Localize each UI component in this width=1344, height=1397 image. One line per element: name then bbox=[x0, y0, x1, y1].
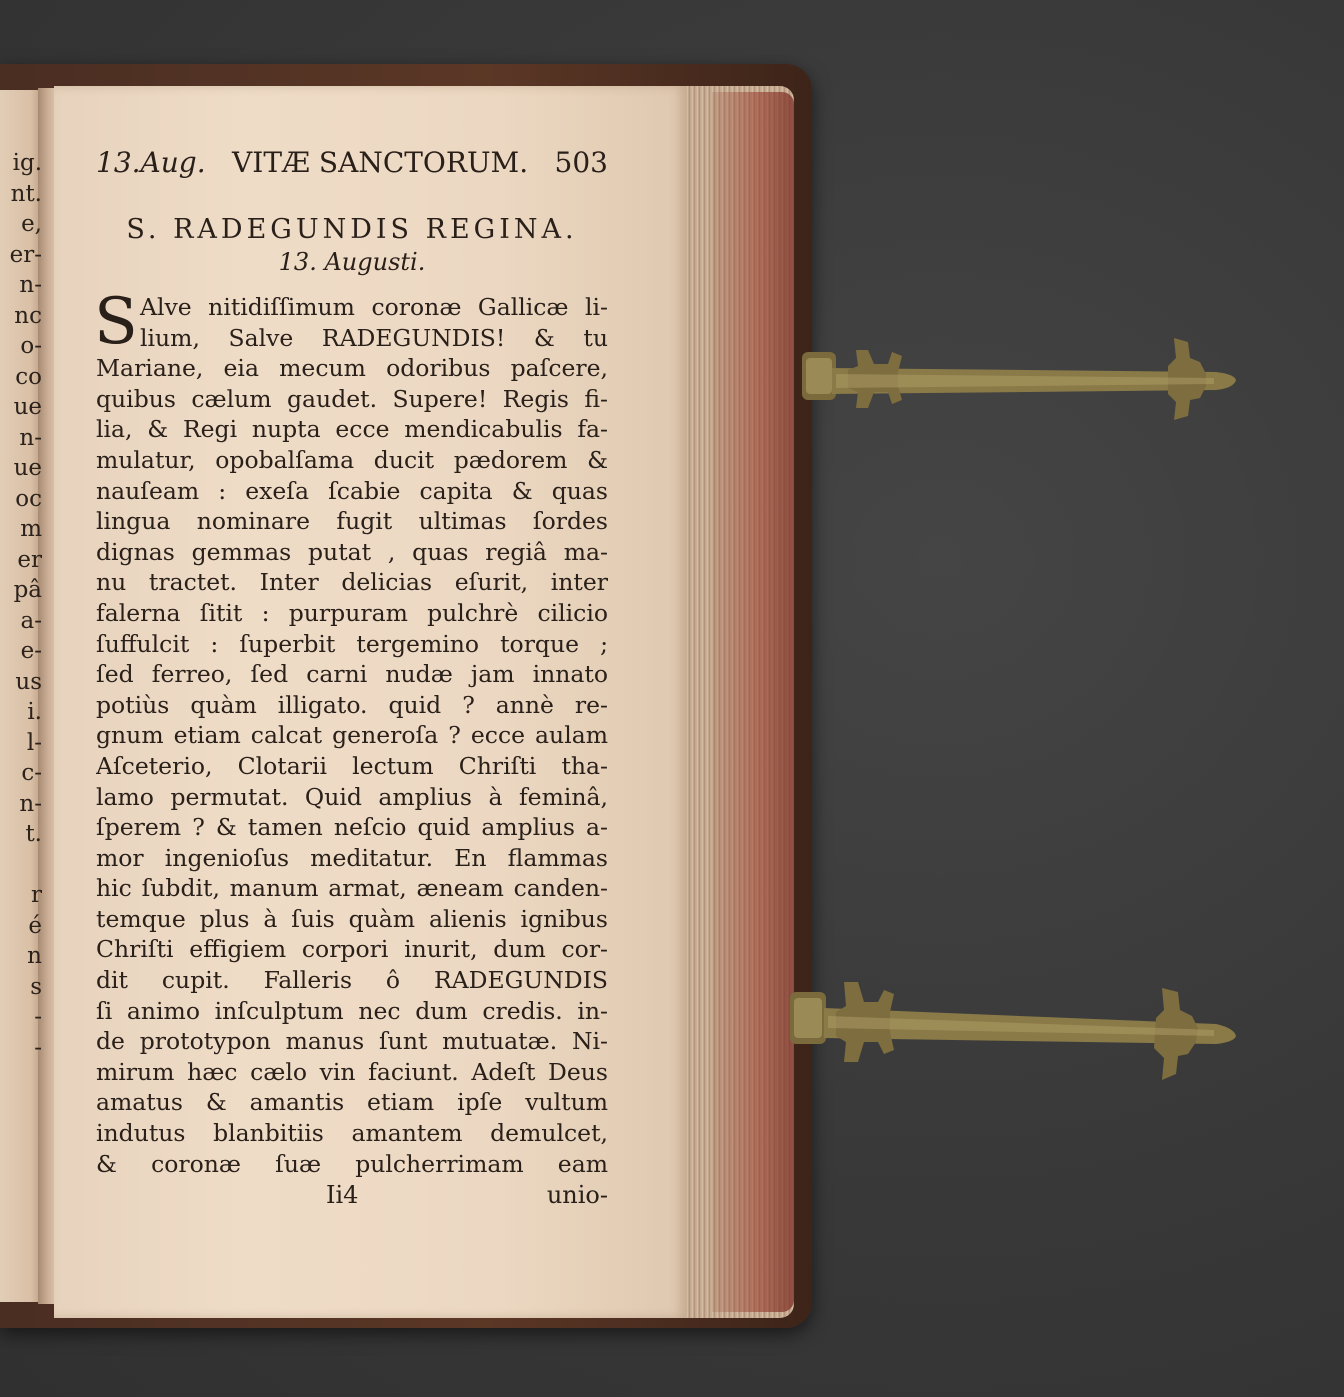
drop-capital: S bbox=[94, 285, 138, 359]
left-page-fragments bbox=[0, 148, 42, 1063]
left-fragment: s bbox=[30, 973, 42, 1000]
upper-clasp-icon bbox=[796, 328, 1242, 428]
red-edge-stain bbox=[712, 92, 794, 1312]
text-line: dit cupit. Falleris ô RADEGUNDIS bbox=[96, 966, 608, 995]
text-line: quibus cælum gaudet. Supere! Regis fi- bbox=[96, 384, 608, 413]
left-fragment: ue bbox=[13, 394, 42, 420]
left-fragment: n- bbox=[19, 424, 42, 451]
left-fragment: - bbox=[34, 1034, 42, 1061]
left-fragment: e, bbox=[21, 211, 42, 237]
text-line: ſuffulcit : ſuperbit tergemino torque ; bbox=[96, 629, 608, 658]
left-fragment: t. bbox=[25, 821, 42, 847]
text-line: mor ingenioſus meditatur. En flammas bbox=[96, 843, 608, 872]
lower-clasp-icon bbox=[786, 962, 1242, 1086]
chapter-date: 13. Augusti. bbox=[278, 248, 426, 276]
left-fragment: oc bbox=[15, 485, 42, 512]
left-fragment: m bbox=[20, 516, 42, 542]
running-header bbox=[96, 146, 608, 192]
text-line: ſi animo inſculptum nec dum credis. in- bbox=[96, 996, 608, 1025]
left-fragment: nt. bbox=[10, 180, 42, 207]
text-line: hic ſubdit, manum armat, æneam canden- bbox=[96, 874, 608, 903]
left-fragment: o- bbox=[20, 333, 42, 359]
text-line: & coronæ ſuæ pulcherrimam eam bbox=[96, 1149, 608, 1178]
left-fragment: ue bbox=[13, 455, 42, 481]
text-line: lia, & Regi nupta ecce mendicabulis fa- bbox=[96, 415, 608, 444]
text-line: gnum etiam calcat generoſa ? ecce aulam bbox=[96, 721, 608, 750]
text-line: dignas gemmas putat , quas regiâ ma- bbox=[96, 537, 608, 566]
left-fragment: ig. bbox=[12, 150, 42, 176]
left-fragment: - bbox=[34, 1004, 42, 1030]
running-title: VITÆ SANCTORUM. bbox=[232, 146, 529, 179]
text-line: ſperem ? & tamen neſcio quid amplius a- bbox=[96, 813, 608, 842]
left-fragment: i. bbox=[27, 699, 42, 725]
left-fragment: n- bbox=[19, 272, 42, 298]
page-footer bbox=[96, 1181, 608, 1209]
header-date: 13.Aug. bbox=[96, 146, 206, 179]
left-fragment: n bbox=[27, 943, 42, 969]
text-line: nu tractet. Inter delicias eſurit, inter bbox=[96, 568, 608, 597]
left-fragment: é bbox=[28, 912, 42, 939]
left-fragment bbox=[0, 850, 42, 881]
catchword: unio- bbox=[546, 1181, 608, 1210]
text-line: falerna ſitit : purpuram pulchrè cilicio bbox=[96, 598, 608, 627]
left-fragment: er- bbox=[9, 241, 42, 268]
text-line: nauſeam : exeſa ſcabie capita & quas bbox=[96, 476, 608, 505]
text-line: temque plus à ſuis quàm alienis ignibus bbox=[96, 904, 608, 933]
left-fragment: n- bbox=[19, 790, 42, 817]
text-line: mirum hæc cælo vin faciunt. Adeſt Deus bbox=[96, 1057, 608, 1086]
left-fragment: r bbox=[31, 882, 42, 908]
left-fragment: er bbox=[17, 546, 42, 573]
left-fragment: e- bbox=[20, 638, 42, 664]
page-number: 503 bbox=[554, 146, 608, 179]
signature-mark: Ii4 bbox=[326, 1181, 359, 1210]
text-line: Mariane, eia mecum odoribus paſcere, bbox=[96, 354, 608, 383]
text-line: lium, Salve RADEGUNDIS! & tu bbox=[140, 323, 608, 352]
text-line: Chriſti effigiem corpori inurit, dum cor- bbox=[96, 935, 608, 964]
left-fragment: c- bbox=[21, 760, 42, 786]
left-fragment: nc bbox=[14, 302, 42, 329]
left-fragment: l- bbox=[26, 729, 42, 756]
text-line: lingua nominare fugit ultimas ſordes bbox=[96, 507, 608, 536]
left-fragment: us bbox=[15, 668, 42, 695]
left-fragment: co bbox=[15, 363, 42, 390]
text-line: potiùs quàm illigato. quid ? annè re- bbox=[96, 690, 608, 719]
text-line: mulatur, opobalſama ducit pædorem & bbox=[96, 445, 608, 474]
text-line: ſed ferreo, ſed carni nudæ jam innato bbox=[96, 660, 608, 689]
text-line: Alve nitidiſſimum coronæ Gallicæ li- bbox=[140, 293, 608, 321]
page-text bbox=[96, 146, 608, 1209]
chapter-title: S. RADEGUNDIS REGINA. bbox=[126, 214, 578, 245]
body-text bbox=[94, 285, 608, 1179]
text-line: indutus blanbitiis amantem demulcet, bbox=[96, 1119, 608, 1148]
text-line: de prototypon manus ſunt mutuatæ. Ni- bbox=[96, 1027, 608, 1056]
text-line: amatus & amantis etiam ipſe vultum bbox=[96, 1088, 608, 1117]
left-fragment: pâ bbox=[13, 577, 42, 603]
left-fragment: a- bbox=[20, 607, 42, 634]
text-line: lamo permutat. Quid amplius à feminâ, bbox=[96, 782, 608, 811]
text-line: Aſceterio, Clotarii lectum Chriſti tha- bbox=[96, 751, 608, 780]
